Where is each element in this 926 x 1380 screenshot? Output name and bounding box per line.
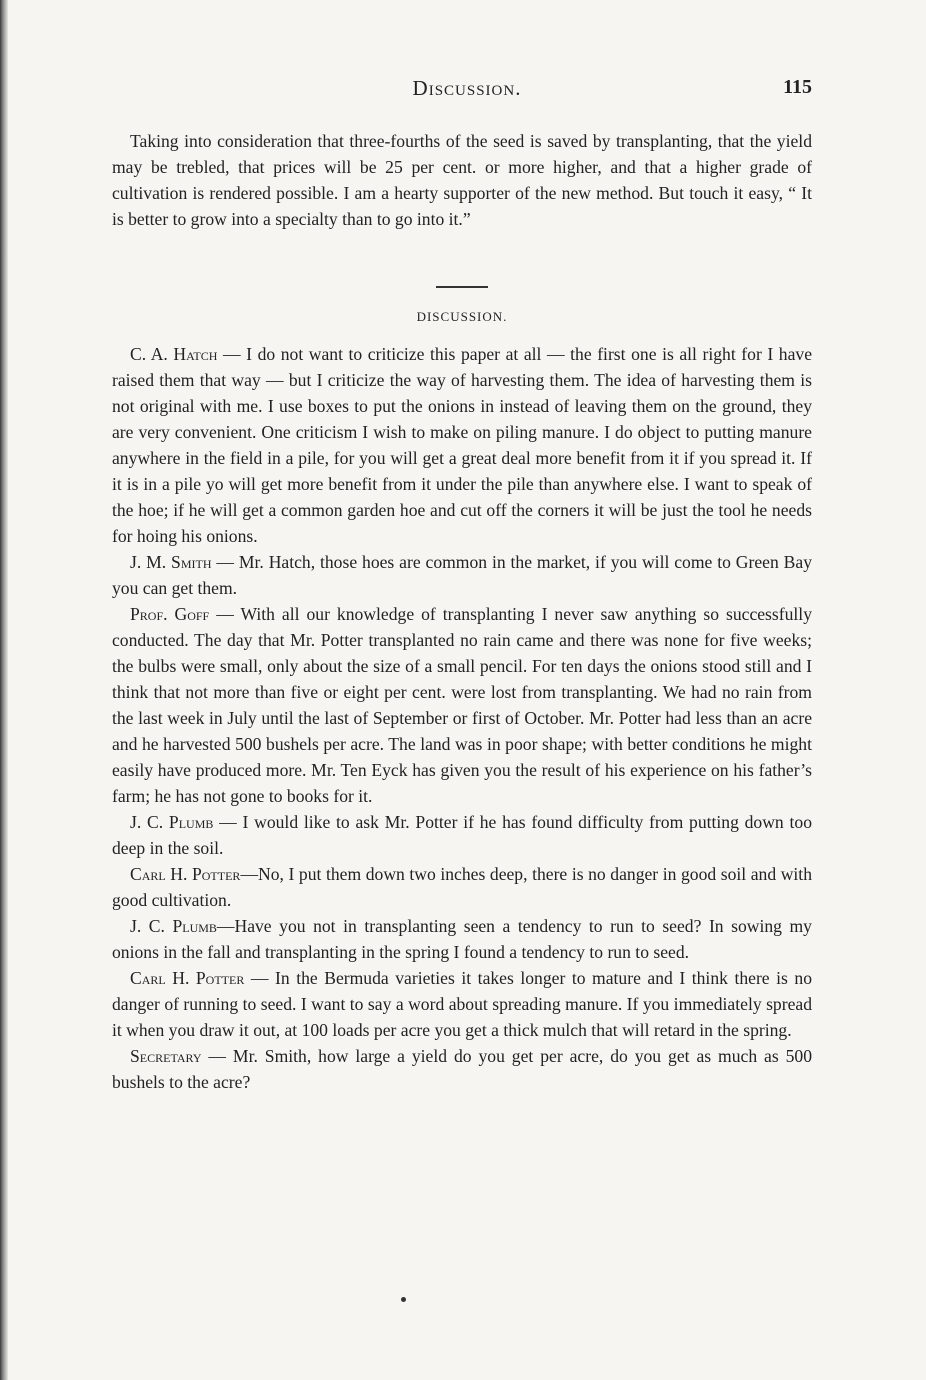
discussion-block — [112, 341, 812, 1095]
section-divider — [436, 286, 488, 288]
speaker-name: Carl H. Potter — [130, 968, 245, 988]
speaker-remarks: — In the Bermuda varieties it takes longer to mature and I think there is no danger of running to seed. I want to say a word about spreading manure. If you immediately spread it when you draw it out, at 100 loads per acre you get a thick mulch that will retard in the spring. — [112, 968, 812, 1040]
discussion-paragraph — [112, 861, 812, 913]
running-head — [112, 76, 812, 104]
discussion-paragraph — [112, 341, 812, 549]
speaker-name: Secretary — [130, 1046, 202, 1066]
speaker-name: Carl H. Potter — [130, 864, 241, 884]
intro-paragraph: Taking into consideration that three-fourths of the seed is saved by transplanting, that the yield may be trebled, that prices will be 25 per cent. or more higher, and that a higher grade of cultivation is rendered possible. I am a hearty supporter of the new method. But touch it easy, “ It is better to grow into a specialty than to go into it.” — [112, 131, 812, 229]
speaker-remarks: —Have you not in transplanting seen a tendency to run to seed? In sowing my onions in the fall and transplanting in the spring I found a tendency to run to seed. — [112, 916, 812, 962]
speaker-remarks: — Mr. Hatch, those hoes are common in the market, if you will come to Green Bay you can get them. — [112, 552, 812, 598]
speaker-remarks: — With all our knowledge of transplanting I never saw anything so successfully conducted. The day that Mr. Potter transplanted no rain came and there was none for five weeks; the bulbs were small, only about the size of a small pencil. For ten days the onions stood still and I think that not more than five or eight per cent. were lost from transplanting. We had no rain from the last week in July until the last of September or first of October. Mr. Potter had less than an acre and he harvested 500 bushels per acre. The land was in poor shape; with better conditions he might easily have produced more. Mr. Ten Eyck has given you the result of his experience on his father’s farm; he has not gone to books for it. — [112, 604, 812, 806]
speaker-remarks: — Mr. Smith, how large a yield do you get per acre, do you get as much as 500 bushels to the acre? — [112, 1046, 812, 1092]
speaker-remarks: — I would like to ask Mr. Potter if he has found difficulty from putting down too deep in the soil. — [112, 812, 812, 858]
speaker-remarks: — I do not want to criticize this paper at all — the first one is all right for I have raised them that way — but I criticize the way of harvesting them. The idea of harvesting them is not original with me. I use boxes to put the onions in instead of leaving them on the ground, they are very convenient. One criticism I wish to make on piling manure. I do object to putting manure anywhere in the field in a pile, for you will get a great deal more benefit from it if you spread it. If it is in a pile yo will get more benefit from it under the pile than anywhere else. I want to speak of the hoe; if he will get a common garden hoe and cut off the corners it will be just the tool he needs for hoing his onions. — [112, 344, 812, 546]
speaker-name: J. C. Plumb — [130, 812, 214, 832]
discussion-paragraph — [112, 1043, 812, 1095]
discussion-paragraph — [112, 965, 812, 1043]
speaker-name: J. C. Plumb — [130, 916, 217, 936]
speaker-name: C. A. Hatch — [130, 344, 218, 364]
discussion-paragraph — [112, 601, 812, 809]
page-spine-shadow — [0, 0, 8, 1380]
print-speck — [401, 1297, 406, 1302]
speaker-name: J. M. Smith — [130, 552, 212, 572]
section-heading: DISCUSSION. — [416, 309, 508, 324]
intro-paragraph-block — [112, 128, 812, 232]
discussion-paragraph — [112, 913, 812, 965]
page-number: 115 — [783, 76, 812, 98]
speaker-remarks: —No, I put them down two inches deep, there is no danger in good soil and with good cultivation. — [112, 864, 812, 910]
discussion-paragraph — [112, 809, 812, 861]
speaker-name: Prof. Goff — [130, 604, 210, 624]
page-title: Discussion. — [412, 76, 522, 100]
discussion-paragraph — [112, 549, 812, 601]
